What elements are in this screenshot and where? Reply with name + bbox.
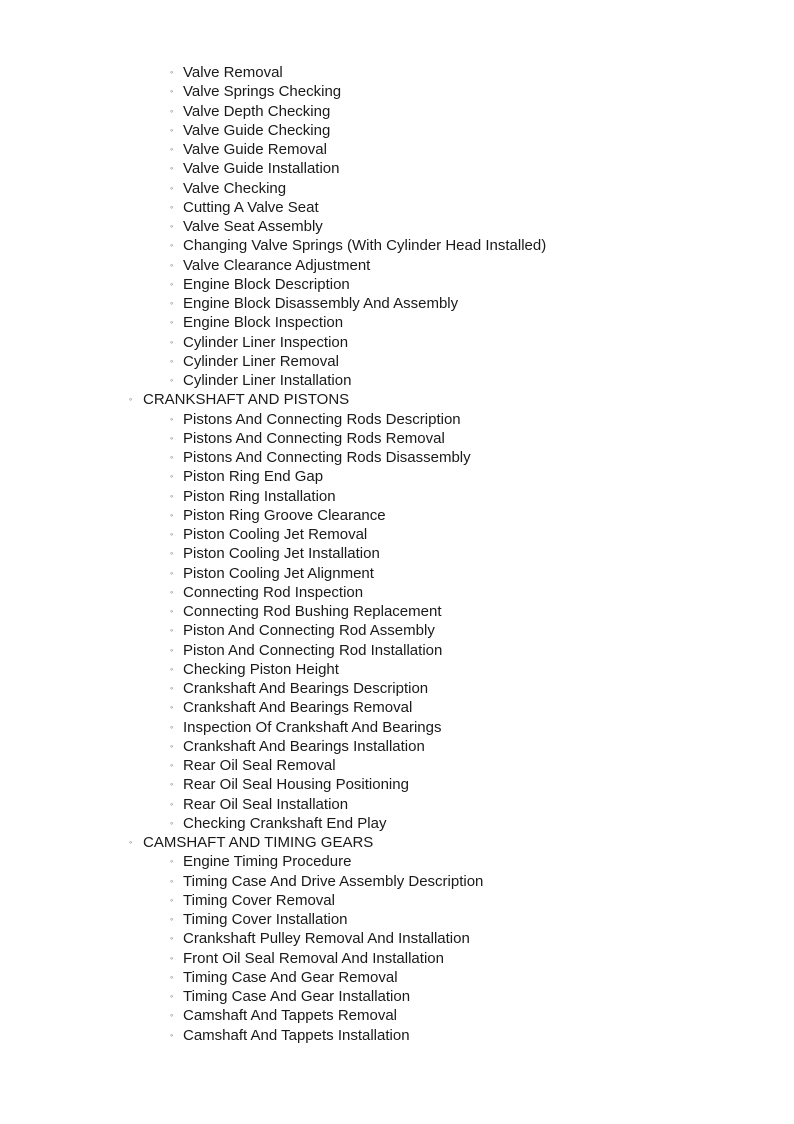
bullet-icon: ◦	[170, 740, 174, 751]
section-heading-label: CRANKSHAFT AND PISTONS	[143, 391, 350, 409]
bullet-icon: ◦	[170, 355, 174, 366]
list-item-label: Cylinder Liner Inspection	[183, 333, 349, 351]
bullet-icon: ◦	[170, 933, 174, 944]
list-item-label: Timing Case And Gear Removal	[183, 968, 398, 986]
bullet-icon: ◦	[170, 124, 174, 135]
bullet-icon: ◦	[170, 721, 174, 732]
list-item-label: Timing Case And Drive Assembly Description	[183, 872, 484, 890]
list-item	[0, 679, 794, 698]
list-item-label: Cylinder Liner Removal	[183, 352, 339, 370]
bullet-icon: ◦	[170, 894, 174, 905]
bullet-icon: ◦	[170, 875, 174, 886]
list-item	[0, 467, 794, 486]
list-item-label: Piston Cooling Jet Removal	[183, 526, 368, 543]
bullet-icon: ◦	[170, 240, 174, 251]
list-item	[0, 294, 794, 313]
list-item	[0, 487, 794, 506]
list-item-label: Piston And Connecting Rod Installation	[183, 641, 443, 659]
list-item	[0, 525, 794, 544]
list-item-label: Piston Ring Installation	[183, 487, 336, 505]
section-heading-label: CAMSHAFT AND TIMING GEARS	[143, 834, 374, 851]
list-item-label: Valve Removal	[183, 64, 283, 81]
bullet-icon: ◦	[170, 86, 174, 97]
list-item-label: Crankshaft And Bearings Installation	[183, 737, 425, 755]
list-item-label: Engine Timing Procedure	[183, 853, 352, 871]
bullet-icon: ◦	[170, 856, 174, 867]
list-item	[0, 333, 794, 352]
list-item	[0, 583, 794, 602]
list-item-label: Rear Oil Seal Housing Positioning	[183, 776, 409, 794]
bullet-icon: ◦	[170, 914, 174, 924]
list-item	[0, 352, 794, 371]
list-item	[0, 910, 794, 929]
list-item-label: Timing Case And Gear Installation	[183, 988, 411, 1005]
bullet-icon: ◦	[129, 837, 133, 847]
bullet-icon: ◦	[170, 606, 174, 616]
bullet-icon: ◦	[170, 971, 174, 982]
bullet-icon: ◦	[170, 163, 174, 174]
list-item	[0, 621, 794, 640]
list-item	[0, 929, 794, 948]
list-item-label: Engine Block Description	[183, 275, 350, 293]
list-item	[0, 968, 794, 987]
bullet-icon: ◦	[170, 644, 174, 655]
list-item-label: Piston Cooling Jet Alignment	[183, 564, 374, 582]
list-item	[0, 1006, 794, 1025]
list-item-label: Connecting Rod Bushing Replacement	[183, 603, 442, 620]
bullet-icon: ◦	[170, 625, 174, 636]
list-item-label: Piston Ring End Gap	[183, 468, 324, 486]
bullet-icon: ◦	[170, 221, 174, 231]
bullet-icon: ◦	[170, 952, 174, 963]
bullet-icon: ◦	[170, 201, 174, 212]
list-item-label: Connecting Rod Inspection	[183, 583, 364, 601]
bullet-icon: ◦	[170, 432, 174, 443]
list-item	[0, 775, 794, 794]
bullet-icon: ◦	[170, 259, 174, 270]
list-item	[0, 756, 794, 775]
bullet-icon: ◦	[170, 413, 174, 424]
list-item	[0, 256, 794, 275]
list-item-label: Piston And Connecting Rod Assembly	[183, 622, 435, 640]
section-heading-item	[0, 833, 794, 852]
list-item	[0, 82, 794, 101]
list-item	[0, 1026, 794, 1045]
list-item	[0, 641, 794, 660]
list-item-label: Crankshaft And Bearings Removal	[183, 699, 413, 717]
list-item-label: Camshaft And Tappets Installation	[183, 1026, 410, 1044]
bullet-icon: ◦	[170, 375, 174, 385]
list-item	[0, 63, 794, 82]
list-item	[0, 410, 794, 429]
bullet-icon: ◦	[170, 586, 174, 597]
list-item	[0, 217, 794, 236]
list-item-label: Checking Piston Height	[183, 660, 339, 678]
bullet-icon: ◦	[170, 317, 174, 328]
list-item-label: Valve Clearance Adjustment	[183, 256, 371, 274]
list-item-label: Valve Springs Checking	[183, 83, 342, 101]
list-item	[0, 852, 794, 871]
list-item	[0, 660, 794, 679]
list-item	[0, 698, 794, 717]
bullet-icon: ◦	[170, 509, 174, 520]
bullet-icon: ◦	[170, 298, 174, 308]
list-item	[0, 987, 794, 1006]
bullet-icon: ◦	[170, 144, 174, 154]
list-item	[0, 448, 794, 467]
list-item-label: Camshaft And Tappets Removal	[183, 1007, 398, 1025]
list-item	[0, 891, 794, 910]
list-item-label: Cylinder Liner Installation	[183, 372, 352, 389]
list-item-label: Valve Seat Assembly	[183, 218, 323, 235]
bullet-icon: ◦	[170, 760, 174, 770]
list-item	[0, 506, 794, 525]
bullet-icon: ◦	[170, 182, 174, 193]
list-item-label: Changing Valve Springs (With Cylinder Head Installed)	[183, 237, 547, 255]
bullet-icon: ◦	[170, 548, 174, 559]
bullet-icon: ◦	[129, 394, 133, 405]
list-item-label: Inspection Of Crankshaft And Bearings	[183, 718, 442, 736]
bullet-icon: ◦	[170, 1029, 174, 1040]
list-item-label: Front Oil Seal Removal And Installation	[183, 949, 444, 967]
list-item	[0, 949, 794, 968]
bullet-icon: ◦	[170, 529, 174, 539]
list-item-label: Pistons And Connecting Rods Disassembly	[183, 449, 471, 466]
list-item-label: Valve Guide Installation	[183, 160, 340, 178]
bullet-icon: ◦	[170, 452, 174, 462]
bullet-icon: ◦	[170, 779, 174, 790]
section-heading-item	[0, 390, 794, 409]
list-item-label: Crankshaft And Bearings Description	[183, 680, 429, 697]
list-item	[0, 872, 794, 891]
bullet-icon: ◦	[170, 663, 174, 674]
list-item	[0, 236, 794, 255]
bullet-icon: ◦	[170, 798, 174, 809]
list-item	[0, 159, 794, 178]
list-item	[0, 544, 794, 563]
list-item-label: Checking Crankshaft End Play	[183, 814, 387, 832]
list-item	[0, 429, 794, 448]
list-item	[0, 275, 794, 294]
bullet-icon: ◦	[170, 278, 174, 289]
list-item-label: Valve Checking	[183, 179, 287, 197]
list-item-label: Piston Cooling Jet Installation	[183, 545, 380, 563]
bullet-icon: ◦	[170, 471, 174, 482]
list-item-label: Timing Cover Removal	[183, 891, 335, 909]
list-item-label: Valve Depth Checking	[183, 102, 331, 120]
list-item	[0, 140, 794, 159]
list-item-label: Rear Oil Seal Installation	[183, 795, 349, 813]
list-item-label: Rear Oil Seal Removal	[183, 757, 336, 774]
list-item-label: Piston Ring Groove Clearance	[183, 506, 386, 524]
list-item	[0, 179, 794, 198]
list-item	[0, 371, 794, 390]
bullet-icon: ◦	[170, 1010, 174, 1021]
bullet-icon: ◦	[170, 567, 174, 578]
list-item-label: Pistons And Connecting Rods Removal	[183, 429, 445, 447]
bullet-icon: ◦	[170, 683, 174, 693]
list-item-label: Valve Guide Checking	[183, 121, 331, 139]
bullet-icon: ◦	[170, 67, 174, 77]
list-item	[0, 198, 794, 217]
list-item-label: Engine Block Disassembly And Assembly	[183, 295, 459, 312]
list-item-label: Timing Cover Installation	[183, 911, 348, 928]
list-item	[0, 313, 794, 332]
list-item-label: Cutting A Valve Seat	[183, 198, 319, 216]
list-item	[0, 718, 794, 737]
list-item	[0, 121, 794, 140]
list-item	[0, 602, 794, 621]
bullet-icon: ◦	[170, 336, 174, 347]
bullet-icon: ◦	[170, 105, 174, 116]
table-of-contents	[0, 63, 794, 1045]
list-item-label: Engine Block Inspection	[183, 314, 344, 332]
bullet-icon: ◦	[170, 991, 174, 1001]
list-item-label: Crankshaft Pulley Removal And Installation	[183, 930, 470, 948]
list-item	[0, 564, 794, 583]
bullet-icon: ◦	[170, 490, 174, 501]
bullet-icon: ◦	[170, 702, 174, 713]
list-item-label: Valve Guide Removal	[183, 141, 327, 158]
list-item	[0, 737, 794, 756]
list-item	[0, 814, 794, 833]
bullet-icon: ◦	[170, 817, 174, 828]
list-item-label: Pistons And Connecting Rods Description	[183, 410, 461, 428]
list-item	[0, 795, 794, 814]
list-item	[0, 102, 794, 121]
